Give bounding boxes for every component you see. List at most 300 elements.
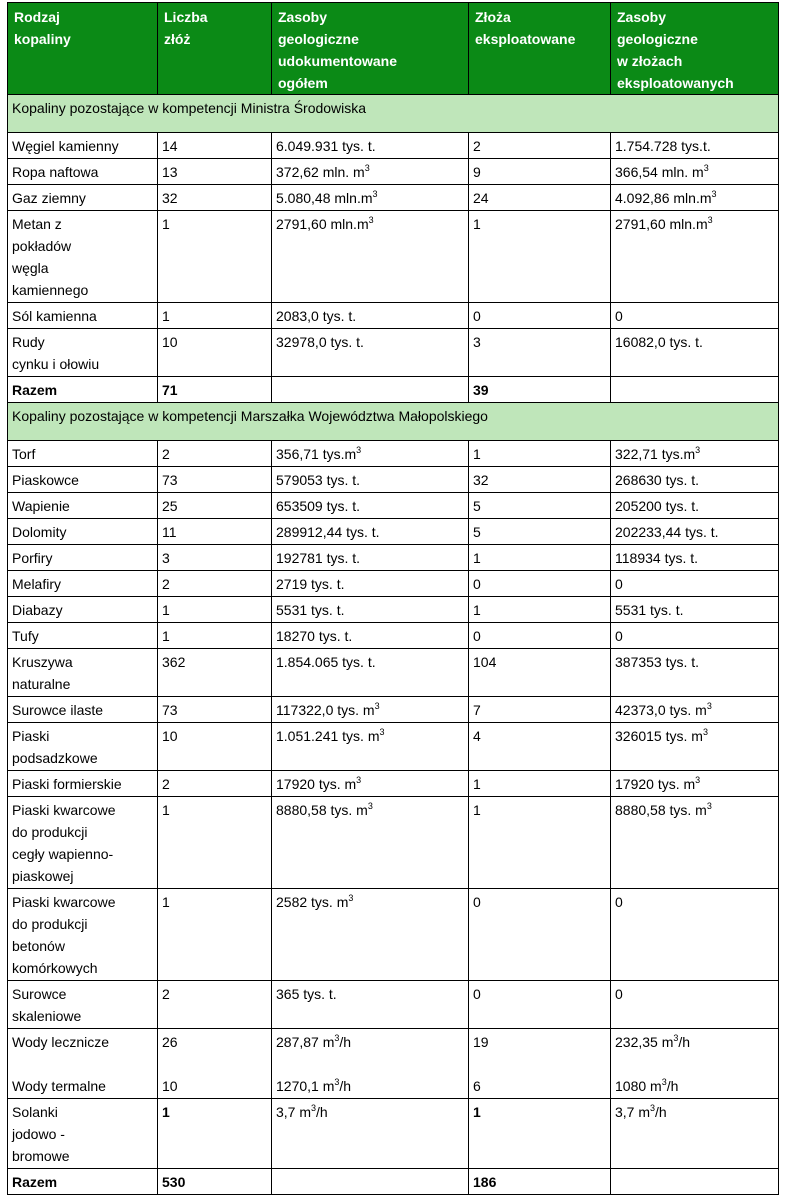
value-text: 17920 tys. m (276, 776, 357, 792)
exploited-resources (611, 623, 779, 649)
exploited-resources (611, 185, 779, 211)
mineral-name-line: Surowce ilaste (12, 702, 104, 718)
table-row (8, 133, 779, 159)
count-text: 2 (162, 446, 170, 462)
value-line (615, 161, 774, 183)
mineral-name (8, 571, 158, 597)
total-resources (272, 329, 469, 377)
value-text: 0 (615, 628, 623, 644)
mineral-name (8, 723, 158, 771)
table-body (8, 95, 779, 1195)
total-label (8, 377, 158, 403)
value-text: 8880,58 tys. m (615, 802, 707, 818)
mineral-name (8, 771, 158, 797)
unit-suffix: /h (666, 1078, 679, 1094)
count-text: 4 (473, 728, 481, 744)
count-text: 1 (162, 628, 170, 644)
count-text: 14 (162, 138, 178, 154)
deposit-count (158, 159, 272, 185)
mineral-name-line: Sól kamienna (12, 308, 97, 324)
table-row (8, 185, 779, 211)
unit-suffix: /h (316, 1104, 328, 1120)
total-resources (272, 697, 469, 723)
value-text: 322,71 tys.m (615, 446, 696, 462)
total-count (158, 1169, 272, 1195)
deposit-count (158, 623, 272, 649)
deposit-count (158, 981, 272, 1029)
mineral-name-line: Diabazy (12, 602, 63, 618)
mineral-name-line: Ropa naftowa (12, 164, 99, 180)
unit-exponent: 3 (334, 1077, 340, 1087)
unit-exponent: 3 (706, 701, 712, 711)
mineral-name-line: do produkcji (12, 824, 88, 840)
unit-suffix: /h (655, 1104, 667, 1120)
mineral-name-line: Piaski kwarcowe (12, 894, 116, 910)
count-text: 104 (473, 654, 497, 670)
deposit-count (158, 185, 272, 211)
exploited-resources (611, 981, 779, 1029)
deposit-count (158, 723, 272, 771)
value-text: 192781 tys. t. (276, 550, 361, 566)
exploited-count (469, 771, 611, 797)
total-resources (272, 597, 469, 623)
spacer (12, 1053, 153, 1075)
table-row (8, 597, 779, 623)
count-text: 5 (473, 524, 481, 540)
exploited-count (469, 571, 611, 597)
section-title (8, 403, 779, 441)
mineral-name-line: Piaski (12, 728, 50, 744)
table-row-brine (8, 1099, 779, 1169)
total-label (8, 1169, 158, 1195)
value-line (615, 443, 774, 465)
mineral-name (8, 797, 158, 889)
mineral-name-line: piaskowej (12, 868, 74, 884)
mineral-name (8, 889, 158, 981)
count-text: 3 (162, 550, 170, 566)
table-row (8, 797, 779, 889)
deposit-count (158, 771, 272, 797)
mineral-name (8, 623, 158, 649)
deposit-count (158, 1029, 272, 1099)
exploited-count (469, 133, 611, 159)
unit-exponent: 3 (372, 189, 378, 199)
total-exploited (469, 377, 611, 403)
unit-suffix: /h (339, 1034, 352, 1050)
table-row (8, 649, 779, 697)
count-text: 1 (473, 802, 481, 818)
mineral-name-line: Melafiry (12, 576, 62, 592)
value-text: 366,54 mln. m (615, 164, 704, 180)
section-title (8, 95, 779, 133)
value-line (615, 1031, 774, 1053)
value-line (276, 773, 464, 795)
unit-exponent: 3 (703, 163, 709, 173)
empty-cell (611, 377, 779, 403)
header-mineral-type: Rodzaj kopaliny (8, 3, 158, 95)
value-line (276, 187, 464, 209)
value-text: 5531 tys. t. (276, 602, 345, 618)
mineral-name (8, 545, 158, 571)
spacer (615, 1053, 774, 1075)
count-text: 73 (162, 702, 178, 718)
mineral-name-line: naturalne (12, 676, 71, 692)
count-text: 2 (162, 576, 170, 592)
count-text: 1 (162, 1104, 170, 1120)
exploited-count (469, 519, 611, 545)
exploited-resources (611, 467, 779, 493)
exploited-count (469, 1099, 611, 1169)
value-line (615, 725, 774, 747)
exploited-resources (611, 1099, 779, 1169)
value-line (615, 651, 774, 673)
table-row (8, 441, 779, 467)
unit-exponent: 3 (673, 1033, 679, 1043)
exploited-count (469, 889, 611, 981)
count-text: 6 (473, 1078, 481, 1094)
total-resources (272, 159, 469, 185)
exploited-resources (611, 441, 779, 467)
count-text: 1 (473, 1104, 481, 1120)
deposit-count (158, 545, 272, 571)
mineral-name (8, 303, 158, 329)
unit-exponent: 3 (695, 775, 701, 785)
deposit-count (158, 649, 272, 697)
mineral-name (8, 981, 158, 1029)
exploited-count (469, 545, 611, 571)
count-text: 2 (162, 776, 170, 792)
count-text: 26 (162, 1034, 178, 1050)
count-text: 1 (162, 802, 170, 818)
count-text: 25 (162, 498, 178, 514)
total-resources (272, 571, 469, 597)
mineral-name-line: pokładów (12, 238, 72, 254)
value-line (276, 625, 464, 647)
value-line (615, 135, 774, 157)
deposit-count (158, 597, 272, 623)
total-count (158, 377, 272, 403)
mineral-name-line: komórkowych (12, 960, 98, 976)
value-line (615, 773, 774, 795)
value-line (276, 305, 464, 327)
count-text: 1 (473, 602, 481, 618)
mineral-name-line: Surowce (12, 986, 67, 1002)
exploited-resources (611, 133, 779, 159)
table-row (8, 493, 779, 519)
value-line (615, 469, 774, 491)
value-line (615, 1101, 774, 1123)
value-line (276, 983, 464, 1005)
value-line (615, 305, 774, 327)
exploited-count (469, 467, 611, 493)
value-text: 579053 tys. t. (276, 472, 361, 488)
value-text: 6.049.931 tys. t. (276, 138, 376, 154)
mineral-name (8, 649, 158, 697)
total-resources (272, 133, 469, 159)
value-line (615, 891, 774, 913)
count-text: 73 (162, 472, 178, 488)
unit-exponent: 3 (661, 1077, 667, 1087)
value-line (276, 443, 464, 465)
count-text: 1 (473, 216, 481, 232)
mineral-name (8, 1099, 158, 1169)
total-resources (272, 623, 469, 649)
table-row (8, 303, 779, 329)
mineral-name (8, 519, 158, 545)
total-resources (272, 981, 469, 1029)
value-line (615, 495, 774, 517)
exploited-count (469, 185, 611, 211)
header-row (8, 3, 779, 95)
mineral-name-line: Kruszywa (12, 654, 73, 670)
unit-exponent: 3 (356, 775, 362, 785)
deposit-count (158, 571, 272, 597)
exploited-count (469, 493, 611, 519)
deposit-count (158, 133, 272, 159)
value-text: 18270 tys. t. (276, 628, 353, 644)
exploited-resources (611, 723, 779, 771)
mineral-name-line: Piaski formierskie (12, 776, 122, 792)
unit-exponent: 3 (650, 1103, 656, 1113)
exploited-resources (611, 649, 779, 697)
total-exploited-text: 39 (473, 382, 489, 398)
count-text: 19 (473, 1034, 489, 1050)
unit-exponent: 3 (711, 189, 717, 199)
unit-exponent: 3 (368, 215, 374, 225)
value-text: 3,7 m (615, 1104, 651, 1120)
value-line (276, 651, 464, 673)
value-text: 268630 tys. t. (615, 472, 700, 488)
deposit-count (158, 211, 272, 303)
value-line (276, 213, 464, 235)
exploited-count (469, 797, 611, 889)
mineral-name (8, 1029, 158, 1099)
total-exploited (469, 1169, 611, 1195)
mineral-name-line: cegły wapienno- (12, 846, 114, 862)
total-resources (272, 771, 469, 797)
count-text: 13 (162, 164, 178, 180)
total-resources (272, 1029, 469, 1099)
exploited-count (469, 723, 611, 771)
exploited-resources (611, 697, 779, 723)
count-text: 0 (473, 576, 481, 592)
value-line (615, 983, 774, 1005)
mineral-name-line: betonów (12, 938, 65, 954)
value-line (615, 187, 774, 209)
value-text: 372,62 mln. m (276, 164, 365, 180)
total-count-text: 530 (162, 1174, 186, 1190)
table-row (8, 545, 779, 571)
value-text: 2083,0 tys. t. (276, 308, 357, 324)
mineral-name-line: Rudy (12, 334, 45, 350)
count-text: 10 (162, 728, 178, 744)
exploited-count (469, 649, 611, 697)
value-text: 4.092,86 mln.m (615, 190, 712, 206)
value-text: 326015 tys. m (615, 728, 703, 744)
value-text: 117322,0 tys. m (276, 702, 375, 718)
mineral-name (8, 467, 158, 493)
value-text: 118934 tys. t. (615, 550, 699, 566)
exploited-resources (611, 571, 779, 597)
mineral-name (8, 697, 158, 723)
exploited-resources (611, 889, 779, 981)
value-line (615, 331, 774, 353)
value-text: 356,71 tys.m (276, 446, 357, 462)
count-text: 1 (162, 308, 170, 324)
empty-cell (272, 1169, 469, 1195)
total-resources (272, 649, 469, 697)
value-line (276, 331, 464, 353)
count-text: 0 (473, 986, 481, 1002)
value-line (276, 161, 464, 183)
count-text: 10 (162, 334, 178, 350)
mineral-name-line: węgla (12, 260, 49, 276)
value-line (276, 1101, 464, 1123)
value-line (276, 599, 464, 621)
value-line (615, 573, 774, 595)
exploited-resources (611, 493, 779, 519)
count-text: 32 (473, 472, 489, 488)
value-text: 1270,1 m (276, 1078, 335, 1094)
value-text: 1.754.728 tys.t. (615, 138, 711, 154)
table-row (8, 697, 779, 723)
exploited-resources (611, 797, 779, 889)
count-text: 0 (473, 308, 481, 324)
deposit-count (158, 519, 272, 545)
table-row (8, 723, 779, 771)
total-resources (272, 441, 469, 467)
unit-suffix: /h (339, 1078, 352, 1094)
value-text: 2719 tys. t. (276, 576, 345, 592)
value-text: 0 (615, 894, 623, 910)
count-text: 24 (473, 190, 489, 206)
mineral-name-line: Wody lecznicze (12, 1034, 110, 1050)
total-resources (272, 467, 469, 493)
mineral-name-line: Porfiry (12, 550, 53, 566)
value-line (615, 699, 774, 721)
exploited-count (469, 329, 611, 377)
value-text: 287,87 m (276, 1034, 335, 1050)
value-text: 8880,58 tys. m (276, 802, 368, 818)
value-line (276, 521, 464, 543)
mineral-name (8, 597, 158, 623)
header-exploited-resources: Zasoby geologiczne w złożach eksploatowanych (611, 3, 779, 95)
value-line (615, 521, 774, 543)
total-resources (272, 493, 469, 519)
unit-exponent: 3 (311, 1103, 317, 1113)
count-text: 1 (162, 602, 170, 618)
exploited-resources (611, 545, 779, 571)
spacer (473, 1053, 606, 1075)
spacer (276, 1053, 464, 1075)
deposit-count (158, 493, 272, 519)
count-text: 2 (473, 138, 481, 154)
mineral-name (8, 185, 158, 211)
unit-exponent: 3 (356, 445, 362, 455)
exploited-resources (611, 1029, 779, 1099)
table-row (8, 211, 779, 303)
exploited-resources (611, 211, 779, 303)
unit-exponent: 3 (695, 445, 701, 455)
exploited-resources (611, 771, 779, 797)
header-deposit-count: Liczba złóż (158, 3, 272, 95)
table-row (8, 981, 779, 1029)
value-text: 232,35 m (615, 1034, 674, 1050)
value-text: 0 (615, 308, 623, 324)
value-text: 289912,44 tys. t. (276, 524, 380, 540)
mineral-name-line: do produkcji (12, 916, 88, 932)
total-resources (272, 185, 469, 211)
value-text: 365 tys. t. (276, 986, 337, 1002)
exploited-resources (611, 597, 779, 623)
mineral-name-line: kamiennego (12, 282, 89, 298)
value-text: 202233,44 tys. t. (615, 524, 719, 540)
value-line (276, 135, 464, 157)
table-row (8, 771, 779, 797)
mineral-name (8, 441, 158, 467)
count-text: 1 (162, 216, 170, 232)
exploited-resources (611, 303, 779, 329)
count-text: 0 (473, 628, 481, 644)
mineral-name (8, 133, 158, 159)
value-line (615, 599, 774, 621)
mineral-name-line: Torf (12, 446, 36, 462)
unit-exponent: 3 (374, 701, 380, 711)
value-text: 1.854.065 tys. t. (276, 654, 376, 670)
total-resources (272, 1099, 469, 1169)
total-row (8, 1169, 779, 1195)
mineral-name-line: Metan z (12, 216, 62, 232)
value-text: 42373,0 tys. m (615, 702, 707, 718)
exploited-count (469, 981, 611, 1029)
mineral-name-line: jodowo - (12, 1126, 65, 1142)
value-text: 2791,60 mln.m (615, 216, 708, 232)
minerals-table (7, 2, 779, 1195)
section-title-text: Kopaliny pozostające w kompetencji Ministra Środowiska (12, 100, 367, 116)
mineral-name-line: podsadzkowe (12, 750, 98, 766)
unit-exponent: 3 (334, 1033, 340, 1043)
mineral-name-line: Piaskowce (12, 472, 79, 488)
value-text: 387353 tys. t. (615, 654, 700, 670)
empty-cell (611, 1169, 779, 1195)
header-total-resources: Zasoby geologiczne udokumentowane ogółem (272, 3, 469, 95)
value-line (276, 1031, 464, 1053)
value-line (615, 213, 774, 235)
value-line (276, 573, 464, 595)
value-text: 3,7 m (276, 1104, 312, 1120)
value-line (276, 699, 464, 721)
mineral-name-line: Tufy (12, 628, 39, 644)
deposit-count (158, 1099, 272, 1169)
count-text: 2 (162, 986, 170, 1002)
table-row (8, 329, 779, 377)
total-resources (272, 889, 469, 981)
value-line (276, 725, 464, 747)
value-text: 0 (615, 986, 623, 1002)
table-row (8, 159, 779, 185)
deposit-count (158, 797, 272, 889)
mineral-name-line: Węgiel kamienny (12, 138, 119, 154)
deposit-count (158, 697, 272, 723)
value-line (276, 1075, 464, 1097)
mineral-name (8, 329, 158, 377)
mineral-name-line: bromowe (12, 1148, 70, 1164)
table-row (8, 889, 779, 981)
value-text: 17920 tys. m (615, 776, 696, 792)
table-row (8, 467, 779, 493)
total-row (8, 377, 779, 403)
value-text: 1080 m (615, 1078, 662, 1094)
